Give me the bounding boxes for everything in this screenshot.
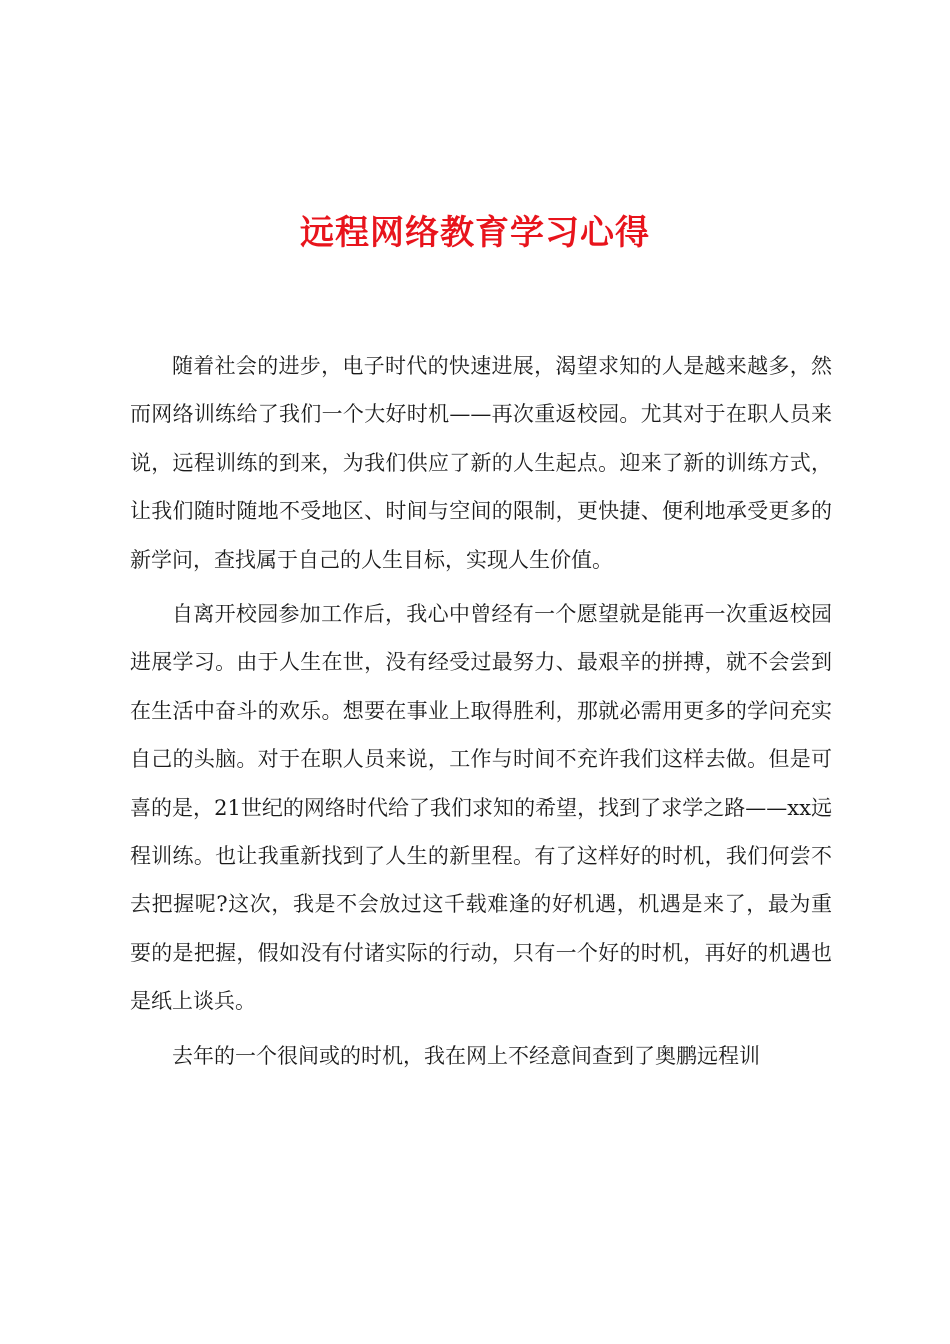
paragraph-1: 随着社会的进步，电子时代的快速进展，渴望求知的人是越来越多，然而网络训练给了我们一个大好时机——再次重返校园。尤其对于在职人员来说，远程训练的到来，为我们供应了新的人生起点。迎来了新的训练方式，让我们随时随地不受地区、时间与空间的限制，更快捷、便利地承受更多的新学问，查找属于自己的人生目标，实现人生价值。 [130,354,832,572]
paragraph-3: 去年的一个很间或的时机，我在网上不经意间查到了奥鹏远程训 [172,1043,760,1068]
document-body [130,342,832,1086]
document-title: 远程网络教育学习心得 [300,213,650,253]
paragraph-2: 自离开校园参加工作后，我心中曾经有一个愿望就是能再一次重返校园进展学习。由于人生在世，没有经受过最努力、最艰辛的拼搏，就不会尝到在生活中奋斗的欢乐。想要在事业上取得胜利，那就必需用更多的学问充实自己的头脑。对于在职人员来说，工作与时间不充许我们这样去做。但是可喜的是，21世纪的网络时代给了我们求知的希望，找到了求学之路——xx远程训练。也让我重新找到了人生的新里程。有了这样好的时机，我们何尝不去把握呢?这次，我是不会放过这千载难逢的好机遇，机遇是来了，最为重要的是把握，假如没有付诸实际的行动，只有一个好的时机，再好的机遇也是纸上谈兵。 [130,602,832,1014]
